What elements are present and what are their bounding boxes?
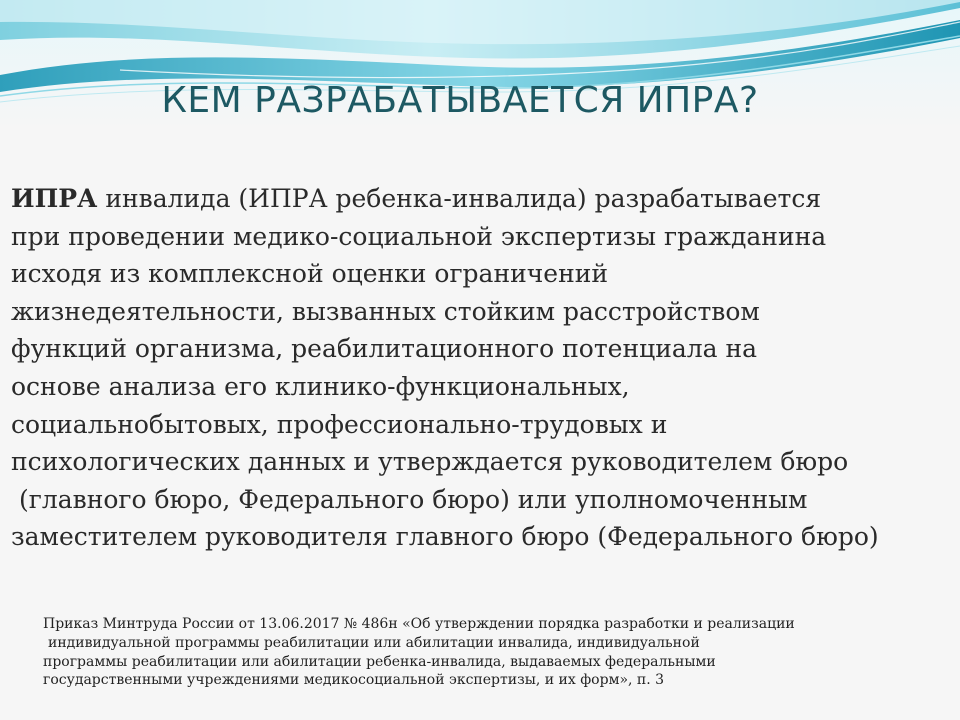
ipra-bold-term: ИПРА [11, 184, 98, 213]
body-line-1 [11, 180, 956, 218]
body-line-6: основе анализа его клинико-функциональных, [11, 371, 630, 401]
body-line-5: функций организма, реабилитационного потенциала на [11, 334, 758, 364]
source-line-4: государственными учреждениями медикосоциальной экспертизы, и их форм», п. 3 [43, 672, 665, 689]
body-line-8: психологических данных и утверждается руководителем бюро [11, 447, 849, 477]
body-text [11, 180, 956, 556]
source-reference [43, 615, 943, 690]
source-line-3: программы реабилитации или абилитации ребенка-инвалида, выдаваемых федеральными [43, 653, 716, 670]
slide-title: КЕМ РАЗРАБАТЫВАЕТСЯ ИПРА? [161, 80, 759, 121]
body-line-1-rest: инвалида (ИПРА ребенка-инвалида) разрабатывается [97, 184, 822, 213]
body-line-10: заместителем руководителя главного бюро (Федерального бюро) [11, 522, 879, 552]
body-line-9: (главного бюро, Федерального бюро) или уполномоченным [19, 484, 808, 514]
source-line-2: индивидуальной программы реабилитации или абилитации инвалида, индивидуальной [48, 634, 700, 651]
body-line-4: жизнедеятельности, вызванных стойким расстройством [11, 296, 760, 326]
source-line-1: Приказ Минтруда России от 13.06.2017 № 486н «Об утверждении порядка разработки и реализации [43, 616, 795, 632]
body-line-7: социальнобытовых, профессионально-трудовых и [11, 409, 668, 439]
body-line-3: исходя из комплексной оценки ограничений [11, 259, 609, 289]
body-line-2: при проведении медико-социальной экспертизы гражданина [11, 221, 827, 251]
